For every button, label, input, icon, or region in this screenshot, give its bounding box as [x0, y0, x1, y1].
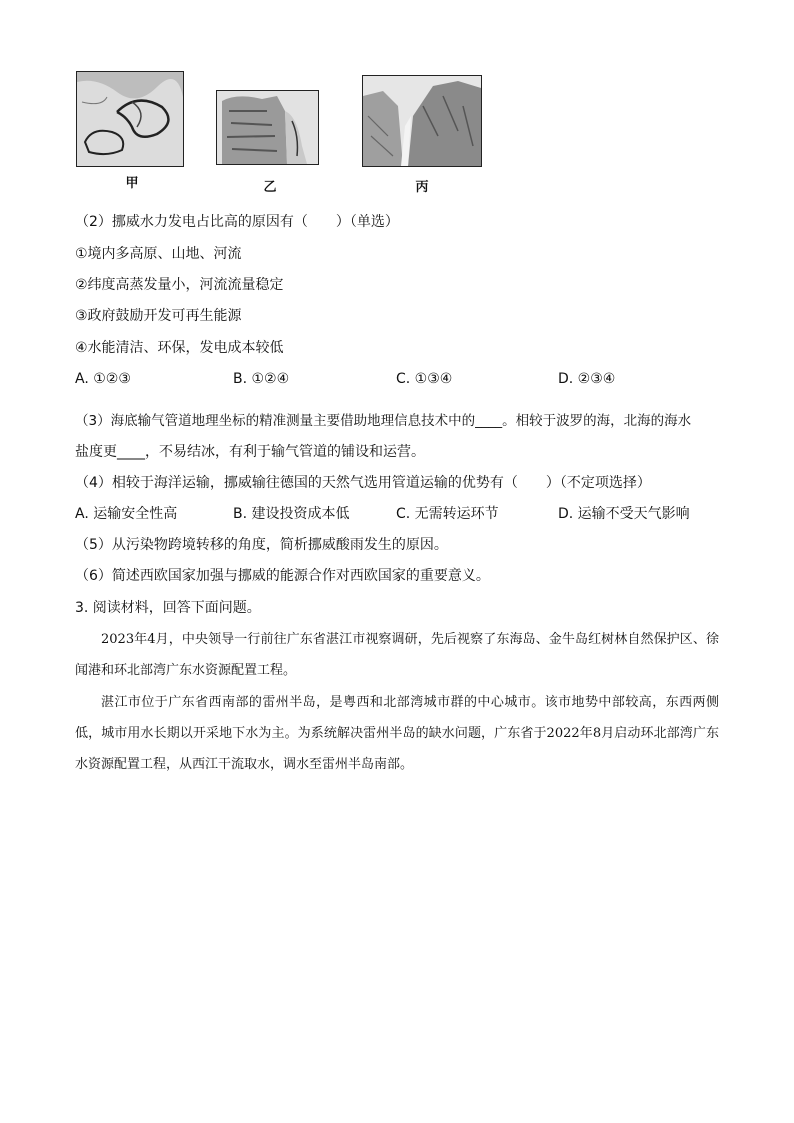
figure-jia [76, 71, 184, 167]
figure-bing [362, 75, 482, 167]
q2-statement-4: ④水能清洁、环保，发电成本较低 [75, 340, 284, 356]
q2-statement-1: ①境内多高原、山地、河流 [75, 246, 242, 262]
q2-option-b: B. ①②④ [233, 371, 290, 387]
q7-heading: 3. 阅读材料，回答下面问题。 [75, 600, 261, 616]
figure-bing-caption: 丙 [415, 180, 429, 195]
q4-option-b: B. 建设投资成本低 [233, 506, 350, 522]
q2-option-d: D. ②③④ [558, 371, 616, 387]
q2-option-c: C. ①③④ [396, 371, 453, 387]
q2-statement-2: ②纬度高蒸发量小，河流流量稳定 [75, 277, 284, 293]
q4-option-d: D. 运输不受天气影响 [558, 506, 690, 522]
q4-option-a: A. 运输安全性高 [75, 506, 178, 522]
q4-option-c: C. 无需转运环节 [396, 506, 499, 522]
q3-line-2: 盐度更____，不易结冰，有利于输气管道的铺设和运营。 [75, 444, 425, 460]
cliff-sketch [217, 91, 318, 164]
material-paragraph-2: 湛江市位于广东省西南部的雷州半岛，是粤西和北部湾城市群的中心城市。该市地势中部较高，东西两侧低，城市用水长期以开采地下水为主。为系统解决雷州半岛的缺水问题，广东省于2022年8月启动环北部湾广东水资源配置工程，从西江干流取水，调水至雷州半岛南部。 [75, 695, 719, 772]
q2-statement-3: ③政府鼓励开发可再生能源 [75, 308, 242, 324]
figure-yi-caption: 乙 [263, 180, 277, 195]
figure-yi [216, 90, 319, 165]
fjord-sketch [363, 76, 481, 166]
q6-stem: （6）简述西欧国家加强与挪威的能源合作对西欧国家的重要意义。 [75, 568, 490, 584]
figure-bing-image [362, 75, 482, 167]
q5-stem: （5）从污染物跨境转移的角度，简析挪威酸雨发生的原因。 [75, 537, 448, 553]
figure-yi-image [216, 90, 319, 165]
figure-jia-caption: 甲 [125, 176, 139, 191]
coastline-sketch [77, 72, 183, 166]
material-paragraph-1: 2023年4月，中央领导一行前往广东省湛江市视察调研，先后视察了东海岛、金牛岛红树林自然保护区、徐闻港和环北部湾广东水资源配置工程。 [75, 632, 719, 678]
q2-stem: （2）挪威水力发电占比高的原因有（ ）（单选） [75, 214, 399, 230]
q2-option-a: A. ①②③ [75, 371, 131, 387]
q4-stem: （4）相较于海洋运输，挪威输往德国的天然气选用管道运输的优势有（ ）（不定项选择） [75, 475, 651, 491]
figure-jia-image [76, 71, 184, 167]
q3-line-1: （3）海底输气管道地理坐标的精准测量主要借助地理信息技术中的____。相较于波罗的海，北海的海水 [75, 413, 692, 429]
